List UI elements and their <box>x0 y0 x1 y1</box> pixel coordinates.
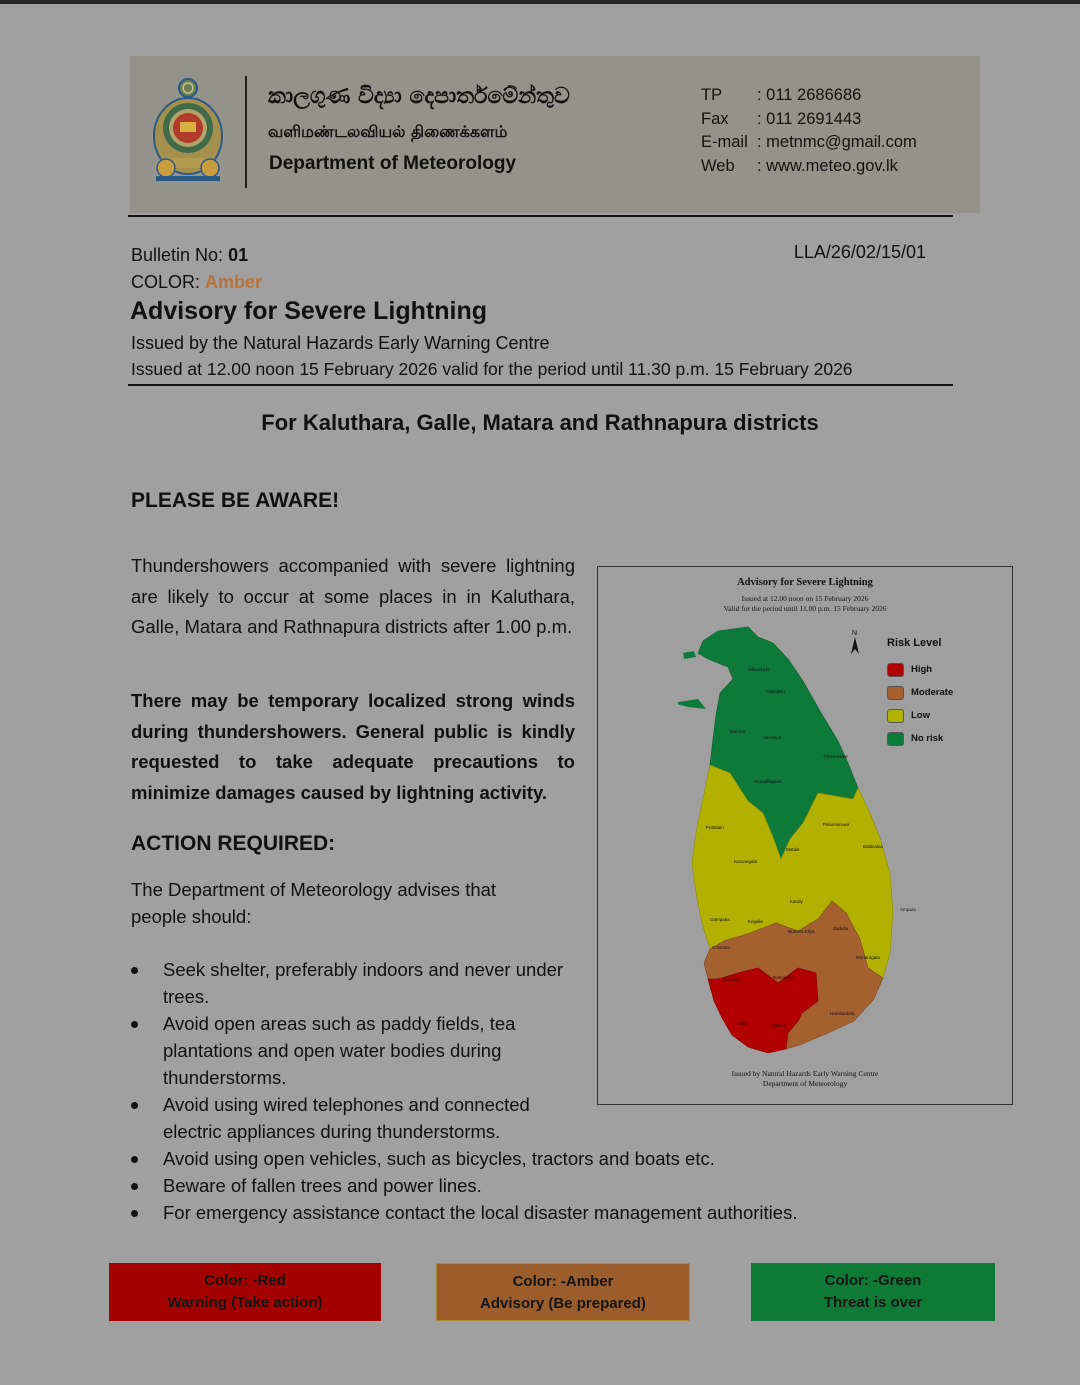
org-name-sinhala: කාලගුණ විද්‍යා දෙපාර්තමේන්තුව <box>268 84 570 109</box>
district-label: Ampara <box>900 907 916 912</box>
wind-paragraph: There may be temporary localized strong winds during thundershowers. General public is kindly requested to take adequate precautions to minimize damages caused by lightning activity. <box>131 690 575 803</box>
map-title: Advisory for Severe Lightning <box>737 577 873 588</box>
contact-key: E-mail <box>701 133 748 151</box>
district-label: Kegalle <box>748 919 764 924</box>
advises-text: The Department of Meteorology advises that people should: <box>131 879 497 927</box>
list-item-text: Seek shelter, preferably indoors and never under trees. <box>163 959 564 1007</box>
color-key-red <box>109 1263 381 1321</box>
list-item <box>131 1010 571 1091</box>
bullet-icon <box>131 1183 138 1190</box>
risk-map <box>597 566 1013 1105</box>
list-item-text: For emergency assistance contact the local disaster management authorities. <box>163 1202 798 1223</box>
issued-by: Issued by the Natural Hazards Early Warning Centre <box>131 333 550 353</box>
bullet-icon <box>131 1156 138 1163</box>
list-item-text: Avoid using open vehicles, such as bicycles, tractors and boats etc. <box>163 1148 715 1169</box>
map-subtitle <box>598 594 1012 613</box>
contact-value[interactable]: : metnmc@gmail.com <box>757 133 917 151</box>
national-emblem-icon <box>152 76 224 182</box>
contact-value: : 011 2691443 <box>757 109 862 128</box>
legend-item-high <box>887 658 953 681</box>
sri-lanka-map <box>678 623 918 1055</box>
map-footer-issuer: Issued by Natural Hazards Early Warning Centre <box>731 1069 879 1078</box>
bulletin-color-label: COLOR: <box>131 272 206 292</box>
title-rule <box>128 384 953 386</box>
district-label: Hambantota <box>830 1011 855 1016</box>
contact-email <box>701 131 917 155</box>
contact-block <box>701 84 917 178</box>
color-key-meaning: Advisory (Be prepared) <box>480 1295 646 1312</box>
bulletin-color-line <box>131 269 262 296</box>
legend-label: Low <box>911 710 930 721</box>
map-legend <box>887 637 953 750</box>
district-label: Trincomalee <box>823 754 848 759</box>
issued-at: Issued at 12.00 noon 15 February 2026 valid for the period until 11.30 p.m. 15 February 2026 <box>131 359 853 379</box>
contact-key: TP <box>701 86 723 104</box>
legend-label: High <box>911 664 933 675</box>
contact-value[interactable]: : www.meteo.gov.lk <box>757 156 898 175</box>
map-footer <box>598 1069 1012 1088</box>
legend-swatch <box>887 686 904 700</box>
aware-heading: PLEASE BE AWARE! <box>131 489 340 512</box>
district-label: Kalutara <box>724 977 741 982</box>
forecast-paragraph: Thundershowers accompanied with severe lightning are likely to occur at some places in in Kaluthara, Galle, Matara and Rathnapura districts after 1.00 p.m. <box>131 555 575 637</box>
bulletin-number-label: Bulletin No: <box>131 245 229 265</box>
district-label: Batticaloa <box>863 844 883 849</box>
district-label: Kurunegala <box>734 859 758 864</box>
map-footer-dept: Department of Meteorology <box>762 1078 848 1088</box>
district-label: Badulla <box>833 926 849 931</box>
district-label: Galle <box>738 1021 749 1026</box>
action-heading: ACTION REQUIRED: <box>131 832 336 855</box>
map-valid: Valid for the period until 11.00 p.m. 15 February 2026 <box>723 603 887 613</box>
legend-label: No risk <box>911 733 944 744</box>
district-label: Gampaha <box>710 917 730 922</box>
legend-title: Risk Level <box>887 637 942 649</box>
bulletin-number-line <box>131 242 262 269</box>
bulletin-meta <box>131 242 262 296</box>
district-label: Puttalam <box>706 825 724 830</box>
contact-key: Fax <box>701 109 729 128</box>
bulletin-number: 01 <box>228 245 249 265</box>
contact-key: Web <box>701 156 735 175</box>
district-label: Anuradhapura <box>753 779 782 784</box>
color-key-title: Color: -Amber <box>512 1273 614 1290</box>
list-item <box>131 1145 797 1172</box>
bullet-icon <box>131 1021 138 1028</box>
list-item-text: Beware of fallen trees and power lines. <box>163 1175 482 1196</box>
list-item <box>131 956 571 1010</box>
contact-web <box>701 155 917 179</box>
legend-item-no-risk <box>887 727 953 750</box>
header-divider <box>245 76 247 188</box>
bulletin-reference: LLA/26/02/15/01 <box>793 242 926 262</box>
legend-swatch <box>887 709 904 723</box>
districts-heading: For Kaluthara, Galle, Matara and Rathnapura districts <box>261 410 819 435</box>
district-label: Vavuniya <box>763 735 782 740</box>
legend-swatch <box>887 663 904 677</box>
legend-item-low <box>887 704 953 727</box>
list-item-text: Avoid using wired telephones and connected electric appliances during thunderstorms. <box>163 1094 530 1142</box>
north-label: N <box>852 630 858 637</box>
color-key-title: Color: -Green <box>824 1272 922 1289</box>
bullet-icon <box>131 1210 138 1217</box>
contact-fax <box>701 108 917 132</box>
org-name-tamil: வளிமண்டலவியல் திணைக்களம் <box>268 122 508 141</box>
list-item <box>131 1091 561 1145</box>
district-label: Colombo <box>712 945 731 950</box>
list-item <box>131 1199 797 1226</box>
color-key-title: Color: -Red <box>204 1272 286 1289</box>
contact-tp <box>701 84 917 108</box>
top-bar <box>0 0 1080 4</box>
district-label: Polonnaruwa <box>823 822 850 827</box>
legend-label: Moderate <box>911 687 954 698</box>
district-label: Matale <box>786 847 800 852</box>
district-label: Monaragala <box>856 955 880 960</box>
color-key-green <box>751 1263 995 1321</box>
contact-value: : 011 2686686 <box>757 86 862 104</box>
list-item <box>131 1172 797 1199</box>
legend-swatch <box>887 732 904 746</box>
org-name-english: Department of Meteorology <box>269 153 517 174</box>
map-issued: Issued at 12.00 noon on 15 February 2026 <box>741 594 869 603</box>
region-islands <box>678 651 706 709</box>
district-label: Ratnapura <box>773 975 795 980</box>
district-label: Kilinochchi <box>748 667 770 672</box>
north-arrow-icon <box>849 628 861 656</box>
header-rule <box>128 215 953 217</box>
bullet-icon <box>131 1102 138 1109</box>
color-key-amber <box>436 1263 690 1321</box>
color-key-meaning: Warning (Take action) <box>167 1294 323 1311</box>
district-label: Matara <box>772 1023 787 1028</box>
legend-item-moderate <box>887 681 953 704</box>
color-key-meaning: Threat is over <box>823 1294 923 1311</box>
district-label: Mullaitivu <box>766 689 785 694</box>
district-label: Nuwara Eliya <box>788 929 815 934</box>
district-label: Mannar <box>730 729 746 734</box>
bulletin-color: Amber <box>205 272 263 292</box>
bullet-icon <box>131 967 138 974</box>
page-title: Advisory for Severe Lightning <box>130 297 488 325</box>
district-label: Kandy <box>790 899 803 904</box>
letterhead <box>130 56 980 213</box>
list-item-text: Avoid open areas such as paddy fields, tea plantations and open water bodies during thunderstorms. <box>163 1013 516 1088</box>
